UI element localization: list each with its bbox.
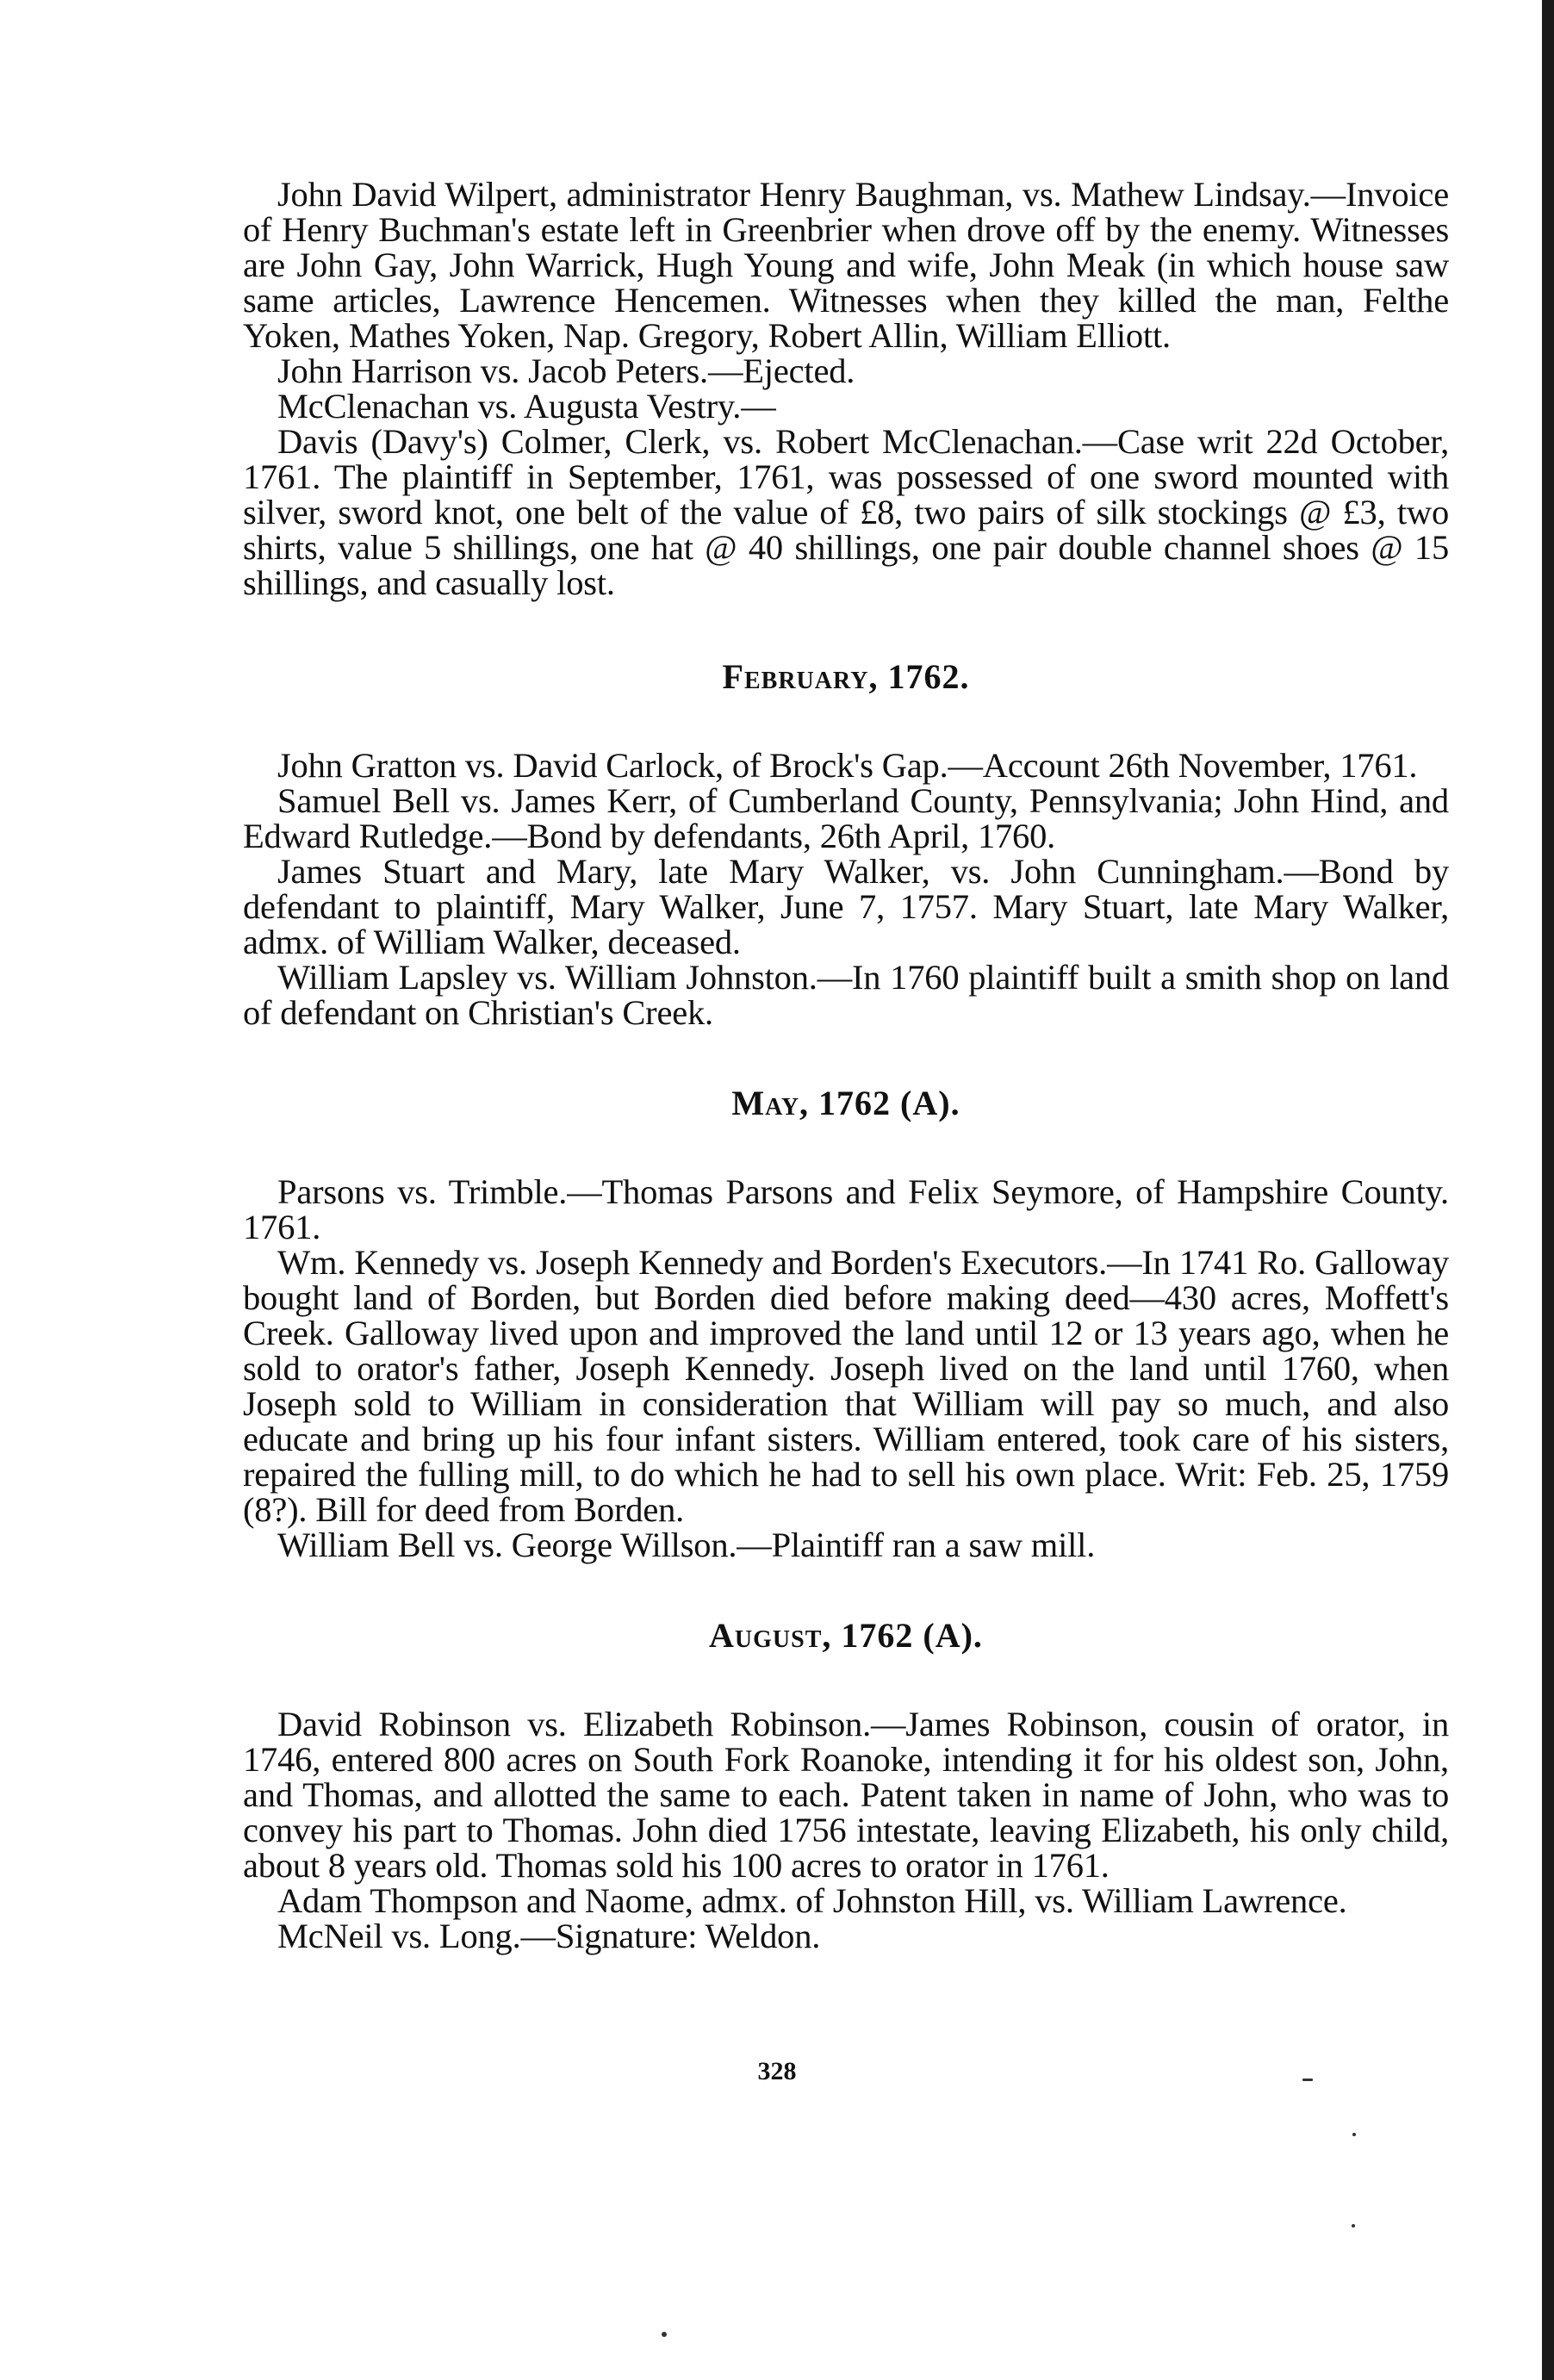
paragraph-mcclenachan-vs-vestry: McClenachan vs. Augusta Vestry.— bbox=[277, 387, 776, 426]
paragraph-stuart-vs-cunningham: James Stuart and Mary, late Mary Walker, vs. John Cunningham.—Bond by defendant to plaintiff, Mary Walker, June 7, 1757. Mary Stuart, late Mary Walker, admx. of William Walker, deceased. bbox=[243, 852, 1449, 961]
paragraph-harrison-vs-peters: John Harrison vs. Jacob Peters.—Ejected. bbox=[277, 351, 855, 390]
paragraph-colmer-vs-mcclenachan: Davis (Davy's) Colmer, Clerk, vs. Robert McClenachan.—Case writ 22d October, 1761. The plaintiff in September, 1761, was possessed of one sword mounted with silver, sword knot, one belt of the value of £8, two pairs of silk stockings @ £3, two shirts, value 5 shillings, one hat @ 40 shillings, one pair double channel shoes @ 15 shillings, and casually lost. bbox=[243, 422, 1449, 602]
heading-may-1762: May, 1762 (A). bbox=[731, 1084, 960, 1122]
page-binding-edge bbox=[1542, 0, 1554, 2380]
paragraph-bell-vs-kerr: Samuel Bell vs. James Kerr, of Cumberland County, Pennsylvania; John Hind, and Edward Rutledge.—Bond by defendants, 26th April, 1760. bbox=[243, 781, 1449, 855]
scan-speck bbox=[1352, 2224, 1355, 2228]
paragraph-lapsley-vs-johnston: William Lapsley vs. William Johnston.—In 1760 plaintiff built a smith shop on land of defendant on Christian's Creek. bbox=[243, 958, 1449, 1032]
heading-august-1762: August, 1762 (A). bbox=[709, 1616, 983, 1655]
page-number: 328 bbox=[757, 2057, 797, 2085]
heading-february-1762: February, 1762. bbox=[722, 657, 970, 696]
scan-speck bbox=[1302, 2079, 1313, 2081]
paragraph-robinson-vs-robinson: David Robinson vs. Elizabeth Robinson.—James Robinson, cousin of orator, in 1746, entered 800 acres on South Fork Roanoke, intending it for his oldest son, John, and Thomas, and allotted the same to each. Patent taken in name of John, who was to convey his part to Thomas. John died 1756 intestate, leaving Elizabeth, his only child, about 8 years old. Thomas sold his 100 acres to orator in 1761. bbox=[243, 1705, 1449, 1885]
paragraph-mcneil-vs-long: McNeil vs. Long.—Signature: Weldon. bbox=[277, 1917, 821, 1955]
page-text bbox=[243, 177, 1449, 1954]
paragraph-parsons-vs-trimble: Parsons vs. Trimble.—Thomas Parsons and Felix Seymore, of Hampshire County. 1761. bbox=[243, 1172, 1449, 1246]
paragraph-wilpert-vs-lindsay: John David Wilpert, administrator Henry Baughman, vs. Mathew Lindsay.—Invoice of Henry Buchman's estate left in Greenbrier when drove off by the enemy. Witnesses are John Gay, John Warrick, Hugh Young and wife, John Meak (in which house saw same articles, Lawrence Hencemen. Witnesses when they killed the man, Felthe Yoken, Mathes Yoken, Nap. Gregory, Robert Allin, William Elliott. bbox=[243, 175, 1449, 355]
scan-speck bbox=[662, 2332, 667, 2337]
scan-speck bbox=[1352, 2133, 1356, 2136]
paragraph-thompson-vs-lawrence: Adam Thompson and Naome, admx. of Johnston Hill, vs. William Lawrence. bbox=[277, 1881, 1347, 1920]
paragraph-kennedy-vs-kennedy: Wm. Kennedy vs. Joseph Kennedy and Borden's Executors.—In 1741 Ro. Galloway bought land of Borden, but Borden died before making deed—430 acres, Moffett's Creek. Galloway lived upon and improved the land until 12 or 13 years ago, when he sold to orator's father, Joseph Kennedy. Joseph lived on the land until 1760, when Joseph sold to William in consideration that William will pay so much, and also educate and bring up his four infant sisters. William entered, took care of his sisters, repaired the fulling mill, to do which he had to sell his own place. Writ: Feb. 25, 1759 (8?). Bill for deed from Borden. bbox=[243, 1243, 1449, 1529]
paragraph-gratton-vs-carlock: John Gratton vs. David Carlock, of Brock's Gap.—Account 26th November, 1761. bbox=[277, 746, 1418, 785]
paragraph-bell-vs-willson: William Bell vs. George Willson.—Plaintiff ran a saw mill. bbox=[277, 1526, 1096, 1564]
